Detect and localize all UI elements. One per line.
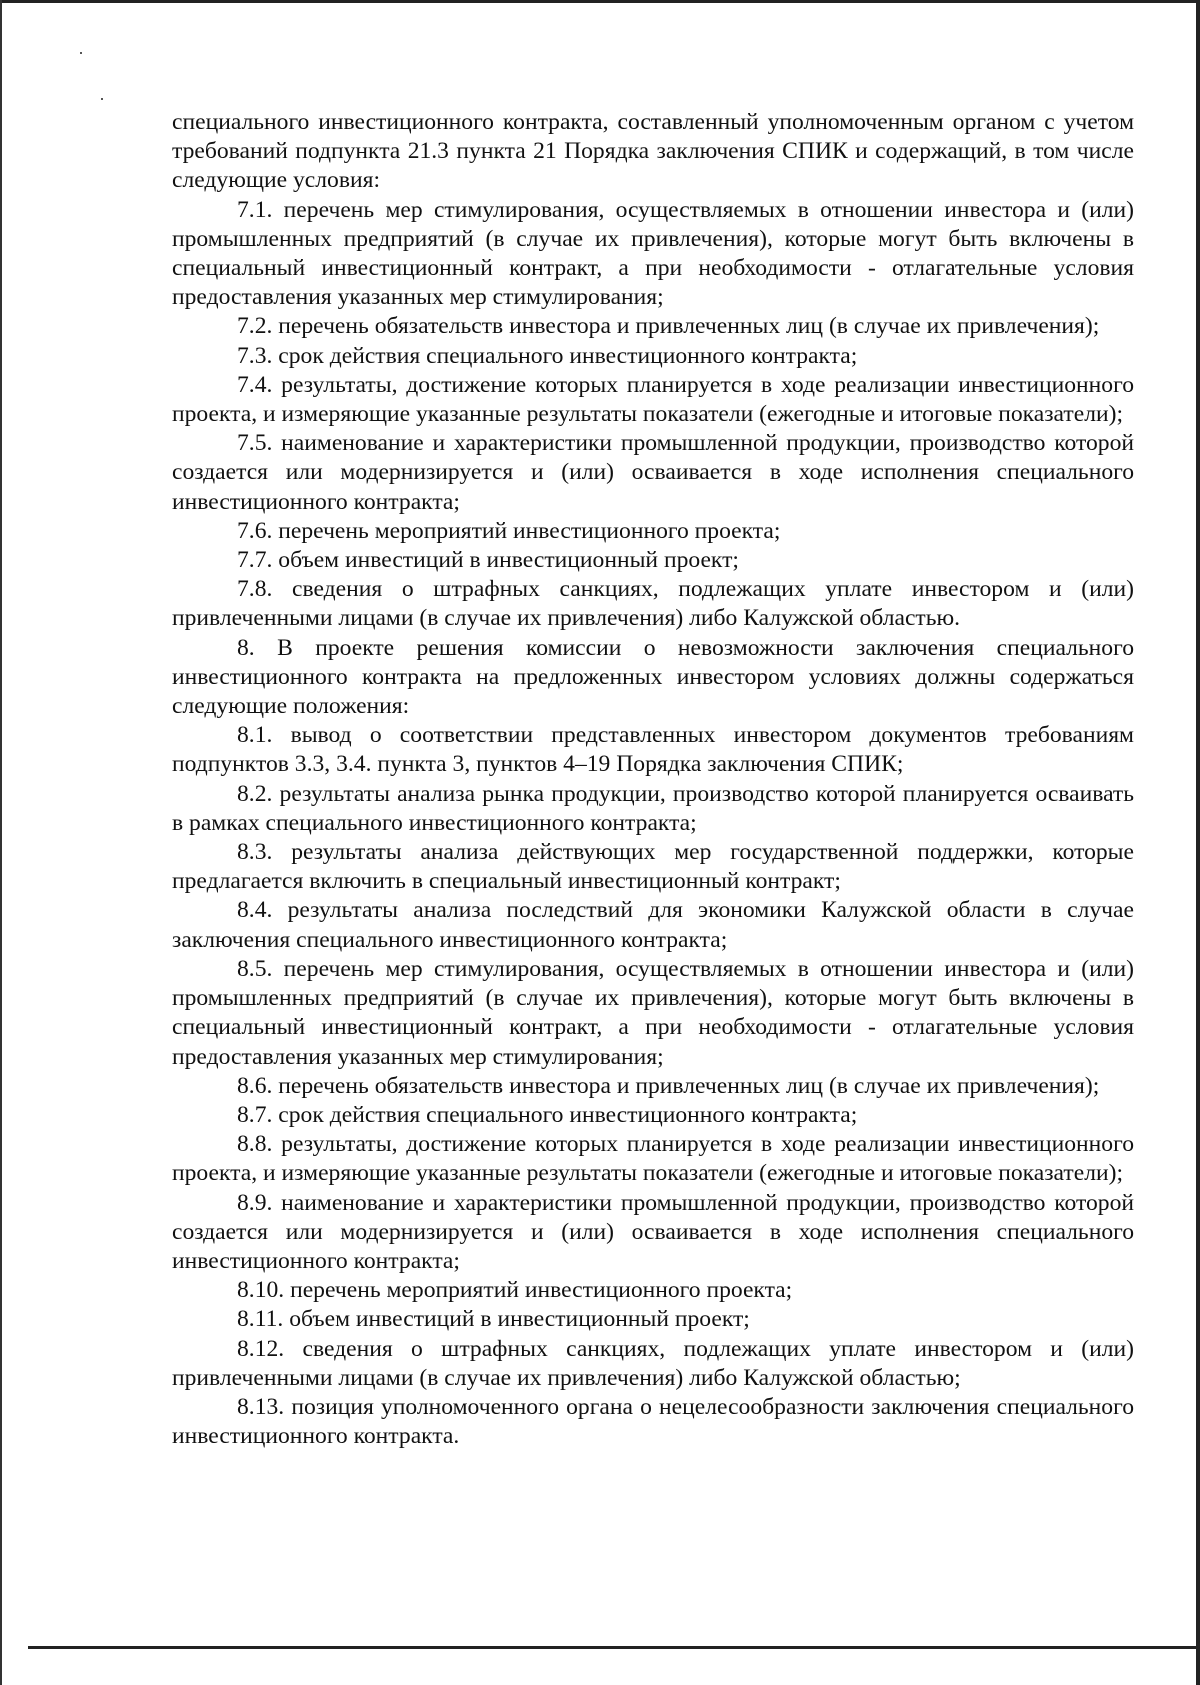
paragraph-8-8: 8.8. результаты, достижение которых планируется в ходе реализации инвестиционного проекта, и измеряющие указанные результаты показатели (ежегодные и итоговые показатели); [172,1131,1134,1187]
paragraph-8-11: 8.11. объем инвестиций в инвестиционный проект; [237,1306,750,1333]
paragraph-7-7: 7.7. объем инвестиций в инвестиционный проект; [237,547,739,574]
scan-edge-bottom [28,1646,1200,1649]
paragraph-8-10: 8.10. перечень мероприятий инвестиционного проекта; [237,1277,793,1304]
paragraph-8: 8. В проекте решения комиссии о невозможности заключения специального инвестиционного контракта на предложенных инвестором условиях должны содержаться следующие положения: [172,634,1134,720]
scan-speck [80,52,82,54]
paragraph-8-13: 8.13. позиция уполномоченного органа о нецелесообразности заключения специального инвестиционного контракта. [172,1393,1134,1450]
paragraph-8-9: 8.9. наименование и характеристики промышленной продукции, производство которой создается или модернизируется и (или) осваивается в ходе исполнения специального инвестиционного контракта; [172,1189,1134,1274]
paragraph-7-4: 7.4. результаты, достижение которых планируется в ходе реализации инвестиционного проекта, и измеряющие указанные результаты показатели (ежегодные и итоговые показатели); [172,371,1134,428]
scan-edge-top [0,0,1200,3]
document-body [172,108,1134,1451]
paragraph-7-1: 7.1. перечень мер стимулирования, осуществляемых в отношении инвестора и (или) промышленных предприятий (в случае их привлечения), которые могут быть включены в специальный инвестиционный контракт, а при необходимости - отлагательные условия предоставления указанных мер стимулирования; [172,196,1134,311]
paragraph-8-6: 8.6. перечень обязательств инвестора и привлеченных лиц (в случае их привлечения); [237,1072,1100,1099]
paragraph-7-6: 7.6. перечень мероприятий инвестиционного проекта; [237,517,781,544]
paragraph-7-2: 7.2. перечень обязательств инвестора и привлеченных лиц (в случае их привлечения); [237,313,1100,340]
paragraph-7-8: 7.8. сведения о штрафных санкциях, подлежащих уплате инвестором и (или) привлеченными лицами (в случае их привлечения) либо Калужской областью. [172,576,1134,632]
paragraph-8-4: 8.4. результаты анализа последствий для экономики Калужской области в случае заключения специального инвестиционного контракта; [172,897,1134,953]
paragraph-8-7: 8.7. срок действия специального инвестиционного контракта; [237,1101,858,1128]
paragraph-7-3: 7.3. срок действия специального инвестиционного контракта; [237,342,858,369]
paragraph-8-12: 8.12. сведения о штрафных санкциях, подлежащих уплате инвестором и (или) привлеченными лицами (в случае их привлечения) либо Калужской областью; [172,1335,1134,1391]
paragraph-8-1: 8.1. вывод о соответствии представленных инвестором документов требованиям подпунктов 3.3, 3.4. пункта 3, пунктов 4–19 Порядка заключения СПИК; [172,722,1134,778]
paragraph-8-3: 8.3. результаты анализа действующих мер государственной поддержки, которые предлагается включить в специальный инвестиционный контракт; [172,839,1134,895]
paragraph-continuation: специального инвестиционного контракта, составленный уполномоченным органом с учетом требований подпункта 21.3 пункта 21 Порядка заключения СПИК и содержащий, в том числе следующие условия: [172,109,1134,194]
scan-speck [101,98,103,100]
scan-edge-left [0,0,2,1685]
paragraph-8-2: 8.2. результаты анализа рынка продукции, производство которой планируется осваивать в рамках специального инвестиционного контракта; [172,780,1134,836]
scan-edge-right [1196,0,1200,1685]
paragraph-7-5: 7.5. наименование и характеристики промышленной продукции, производство которой создается или модернизируется и (или) осваивается в ходе исполнения специального инвестиционного контракта; [172,430,1134,515]
paragraph-8-5: 8.5. перечень мер стимулирования, осуществляемых в отношении инвестора и (или) промышленных предприятий (в случае их привлечения), которые могут быть включены в специальный инвестиционный контракт, а при необходимости - отлагательные условия предоставления указанных мер стимулирования; [172,955,1134,1070]
